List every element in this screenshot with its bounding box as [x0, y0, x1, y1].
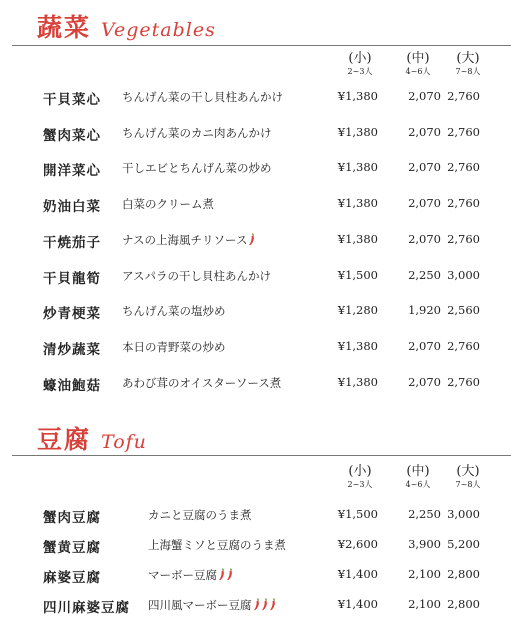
price-medium: 2,070 [408, 124, 441, 139]
price-medium: 2,070 [408, 338, 441, 353]
dish-name: 蟹肉豆腐 [43, 510, 101, 526]
dish-name: 蠔油鮑菇 [43, 377, 101, 394]
size-header-large: (大) 7~8人 [455, 464, 481, 489]
price-medium: 3,900 [408, 537, 441, 551]
chili-pepper-icon [261, 598, 268, 611]
price-large: 2,760 [447, 338, 480, 353]
dish-description: あわび茸のオイスターソース煮 [122, 375, 282, 390]
section-title-en: Tofu [101, 431, 147, 453]
dish-description: 上海蟹ミソと豆腐のうま煮 [148, 538, 286, 552]
price-medium: 2,250 [408, 507, 441, 521]
dish-name: 干貝菜心 [43, 92, 101, 108]
price-large: 2,760 [447, 196, 480, 211]
price-small: ¥1,500 [337, 267, 378, 282]
dish-name: 四川麻婆豆腐 [43, 600, 130, 616]
menu-item-row [0, 124, 511, 144]
dish-name: 蟹黄豆腐 [43, 540, 101, 556]
menu-item-row [0, 302, 511, 322]
dish-name: 蟹肉菜心 [43, 127, 101, 144]
price-medium: 2,070 [408, 231, 441, 246]
price-medium: 1,920 [408, 303, 441, 318]
dish-description: アスパラの干し貝柱あんかけ [122, 268, 272, 283]
price-small: ¥1,400 [337, 597, 378, 611]
price-small: ¥1,380 [337, 196, 378, 211]
menu-item-row [0, 195, 511, 215]
size-header-medium: (中) 4~6人 [405, 464, 431, 489]
menu-item-row [0, 267, 511, 287]
dish-description: カニと豆腐のうま煮 [148, 508, 252, 522]
dish-name: 炒青梗菜 [43, 306, 101, 323]
price-small: ¥1,500 [337, 507, 378, 521]
size-header-large: (大) 7~8人 [455, 51, 481, 76]
price-large: 2,760 [447, 374, 480, 389]
menu-item-row [0, 536, 511, 556]
price-large: 2,760 [447, 89, 480, 103]
dish-name: 開洋菜心 [43, 163, 101, 180]
price-large: 2,760 [447, 160, 480, 175]
dish-description: 白菜のクリーム煮 [122, 197, 214, 212]
price-medium: 2,100 [408, 597, 441, 611]
price-small: ¥1,380 [337, 124, 378, 139]
dish-description: マーボー豆腐 [148, 567, 233, 583]
dish-description: ちんげん菜の干し貝柱あんかけ [122, 90, 283, 104]
price-large: 2,560 [447, 303, 480, 318]
chili-pepper-icon [226, 568, 233, 581]
chili-pepper-icon [248, 233, 255, 246]
price-small: ¥1,380 [337, 338, 378, 353]
dish-name: 干貝龍筍 [43, 270, 101, 287]
section-title-jp: 豆腐 [37, 425, 92, 454]
size-header-small: (小) 2~3人 [347, 51, 373, 76]
menu-item-row [0, 159, 511, 179]
price-medium: 2,070 [408, 89, 441, 103]
price-small: ¥1,380 [337, 231, 378, 246]
dish-description: 四川風マーボー豆腐 [148, 597, 276, 613]
chili-pepper-icon [253, 598, 260, 611]
section-title-jp: 蔬菜 [37, 13, 92, 42]
price-large: 5,200 [447, 537, 480, 551]
price-large: 2,760 [447, 124, 480, 139]
price-medium: 2,070 [408, 374, 441, 389]
price-large: 2,800 [447, 567, 480, 581]
chili-pepper-icon [218, 568, 225, 581]
menu-item-row [0, 231, 511, 251]
size-header-medium: (中) 4~6人 [405, 51, 431, 76]
price-small: ¥1,400 [337, 567, 378, 581]
price-medium: 2,250 [408, 267, 441, 282]
menu-item-row [0, 374, 511, 394]
price-medium: 2,070 [408, 160, 441, 175]
dish-description: 干しエビとちんげん菜の炒め [122, 161, 272, 176]
dish-description: ちんげん菜のカニ肉あんかけ [122, 125, 272, 140]
price-small: ¥1,380 [337, 374, 378, 389]
price-large: 3,000 [447, 267, 480, 282]
dish-name: 清炒蔬菜 [43, 341, 101, 358]
section-divider [12, 455, 511, 456]
chili-pepper-icon [269, 598, 276, 611]
menu-item-row [0, 88, 511, 108]
price-medium: 2,070 [408, 196, 441, 211]
section-divider [12, 45, 511, 46]
section-title-tofu [37, 420, 147, 456]
menu-item-row [0, 506, 511, 526]
section-title-en: Vegetables [101, 19, 216, 41]
price-small: ¥1,380 [337, 89, 378, 103]
menu-item-row [0, 596, 511, 616]
dish-name: 干焼茄子 [43, 234, 101, 251]
price-small: ¥1,380 [337, 160, 378, 175]
dish-description: ナスの上海風チリソース [122, 232, 255, 248]
size-header-small: (小) 2~3人 [347, 464, 373, 489]
price-large: 2,800 [447, 597, 480, 611]
menu-item-row [0, 566, 511, 586]
menu-item-row [0, 338, 511, 358]
price-large: 2,760 [447, 231, 480, 246]
dish-description: 本日の青野菜の炒め [122, 339, 226, 354]
dish-name: 麻婆豆腐 [43, 570, 101, 586]
price-large: 3,000 [447, 507, 480, 521]
price-small: ¥1,280 [337, 303, 378, 318]
dish-name: 奶油白菜 [43, 199, 101, 216]
price-small: ¥2,600 [337, 537, 378, 551]
price-medium: 2,100 [408, 567, 441, 581]
dish-description: ちんげん菜の塩炒め [122, 304, 226, 319]
section-title-vegetables [37, 8, 216, 44]
